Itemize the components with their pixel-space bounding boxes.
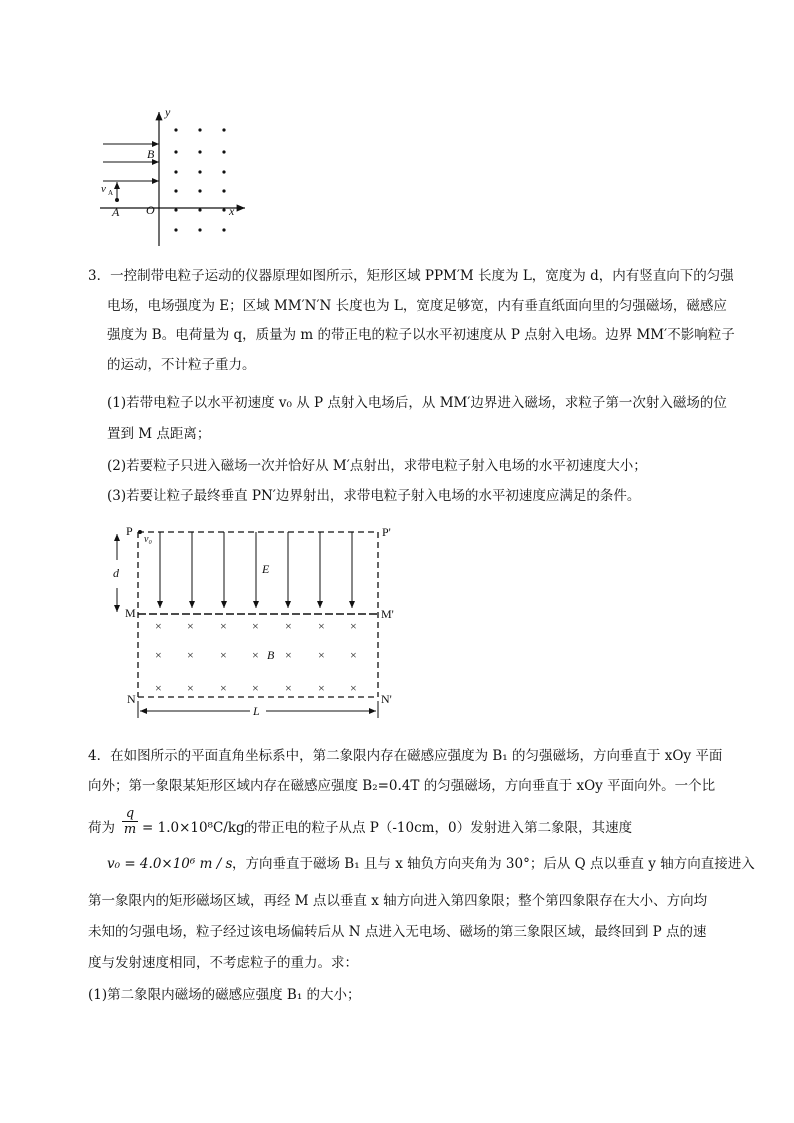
problem3-line: 置到 M 点距离； [107, 426, 211, 442]
x-axis-label: x [229, 204, 235, 218]
fraction-numerator: q [125, 806, 135, 821]
problem3-line: 的运动，不计粒子重力。 [107, 357, 256, 373]
label-m-prime: M' [381, 607, 394, 621]
problem3-line: 3．一控制带电粒子运动的仪器原理如图所示，矩形区域 PPM′M 长度为 L，宽度为 d，内有竖直向下的匀强 [88, 268, 734, 284]
svg-text:×: × [187, 681, 194, 695]
figure-coordinate-diagram [95, 102, 255, 250]
svg-text:×: × [252, 648, 259, 662]
svg-text:×: × [220, 648, 227, 662]
svg-text:×: × [187, 619, 194, 633]
svg-text:×: × [155, 619, 162, 633]
label-b: B [267, 648, 275, 662]
speed-value: v₀ = 4.0×10⁶ m / s [107, 856, 233, 872]
label-d: d [113, 566, 119, 580]
problem4-line [88, 820, 115, 836]
problem4-line: 向外；第一象限某矩形区域内存在磁感应强度 B₂=0.4T 的匀强磁场，方向垂直于 xOy 平面向外。一个比 [88, 778, 716, 794]
svg-text:×: × [350, 648, 357, 662]
svg-text:×: × [318, 648, 325, 662]
velocity-label: v [101, 183, 106, 195]
problem4-line: 未知的匀强电场，粒子经过该电场偏转后从 N 点进入无电场、磁场的第三象限区域，最终回到 P 点的速 [88, 924, 707, 940]
ratio-prefix: 荷为 [88, 820, 115, 836]
label-p: P [126, 524, 133, 538]
svg-text:×: × [220, 619, 227, 633]
svg-text:×: × [187, 648, 194, 662]
label-l: L [253, 704, 260, 718]
svg-text:×: × [155, 681, 162, 695]
label-e: E [262, 562, 270, 576]
electric-field-lines [160, 532, 352, 608]
label-p-prime: P' [382, 525, 391, 539]
label-v0: v₀ [144, 534, 152, 545]
problem4-line: 第一象限内的矩形磁场区域，再经 M 点以垂直 x 轴方向进入第四象限；整个第四象限存在大小、方向均 [88, 893, 708, 909]
problem4-line: 的带正电的粒子从点 P（-10cm，0）发射进入第二象限，其速度 [244, 820, 633, 836]
problem3-line: 强度为 B。电荷量为 q，质量为 m 的带正电的粒子以水平初速度从 P 点射入电场。边界 MM′不影响粒子 [107, 327, 735, 343]
svg-text:×: × [252, 619, 259, 633]
magnetic-field-crosses [155, 619, 357, 695]
problem4-line: 4．在如图所示的平面直角坐标系中，第二象限内存在磁感应强度为 B₁ 的匀强磁场，方向垂直于 xOy 平面 [88, 748, 723, 764]
figure-field-regions [100, 520, 420, 720]
problem3-line: (1)若带电粒子以水平初速度 v₀ 从 P 点射入电场后，从 MM′边界进入磁场，求粒子第一次射入磁场的位 [107, 395, 727, 411]
problem3-line: (3)若要让粒子最终垂直 PN′边界射出，求带电粒子射入电场的水平初速度应满足的条件。 [107, 488, 641, 504]
problem3-line: 电场，电场强度为 E；区域 MM′N′N 长度也为 L，宽度足够宽，内有垂直纸面向里的匀强磁场，磁感应 [107, 298, 727, 314]
ratio-value: = 1.0×10⁸C/kg [142, 820, 245, 836]
problem4-line: ，方向垂直于磁场 B₁ 且与 x 轴负方向夹角为 30°；后从 Q 点以垂直 y 轴方向直接进入 [232, 856, 755, 872]
svg-text:×: × [220, 681, 227, 695]
svg-text:×: × [350, 681, 357, 695]
svg-text:×: × [285, 681, 292, 695]
y-axis-label: y [165, 105, 171, 119]
svg-text:×: × [285, 648, 292, 662]
svg-text:×: × [252, 681, 259, 695]
fraction-denominator: m [123, 822, 137, 837]
problem4-line: 度与发射速度相同，不考虑粒子的重力。求： [88, 955, 358, 971]
charge-mass-fraction [122, 806, 138, 837]
svg-text:×: × [155, 648, 162, 662]
svg-text:×: × [318, 619, 325, 633]
field-dots [174, 128, 225, 231]
point-a [115, 198, 119, 202]
label-n-prime: N' [381, 692, 392, 706]
svg-text:×: × [285, 619, 292, 633]
svg-text:×: × [350, 619, 357, 633]
point-b-label: B [147, 147, 155, 161]
point-a-label: A [112, 205, 120, 219]
label-n: N [127, 692, 136, 706]
problem3-line: (2)若要粒子只进入磁场一次并恰好从 M′点射出，求带电粒子射入电场的水平初速度大小； [107, 458, 647, 474]
origin-label: O [146, 203, 155, 217]
label-m: M [125, 606, 136, 620]
velocity-subscript: A [108, 189, 114, 197]
problem4-line: (1)第二象限内磁场的磁感应强度 B₁ 的大小； [88, 987, 361, 1003]
svg-text:×: × [318, 681, 325, 695]
point-p [138, 530, 142, 534]
